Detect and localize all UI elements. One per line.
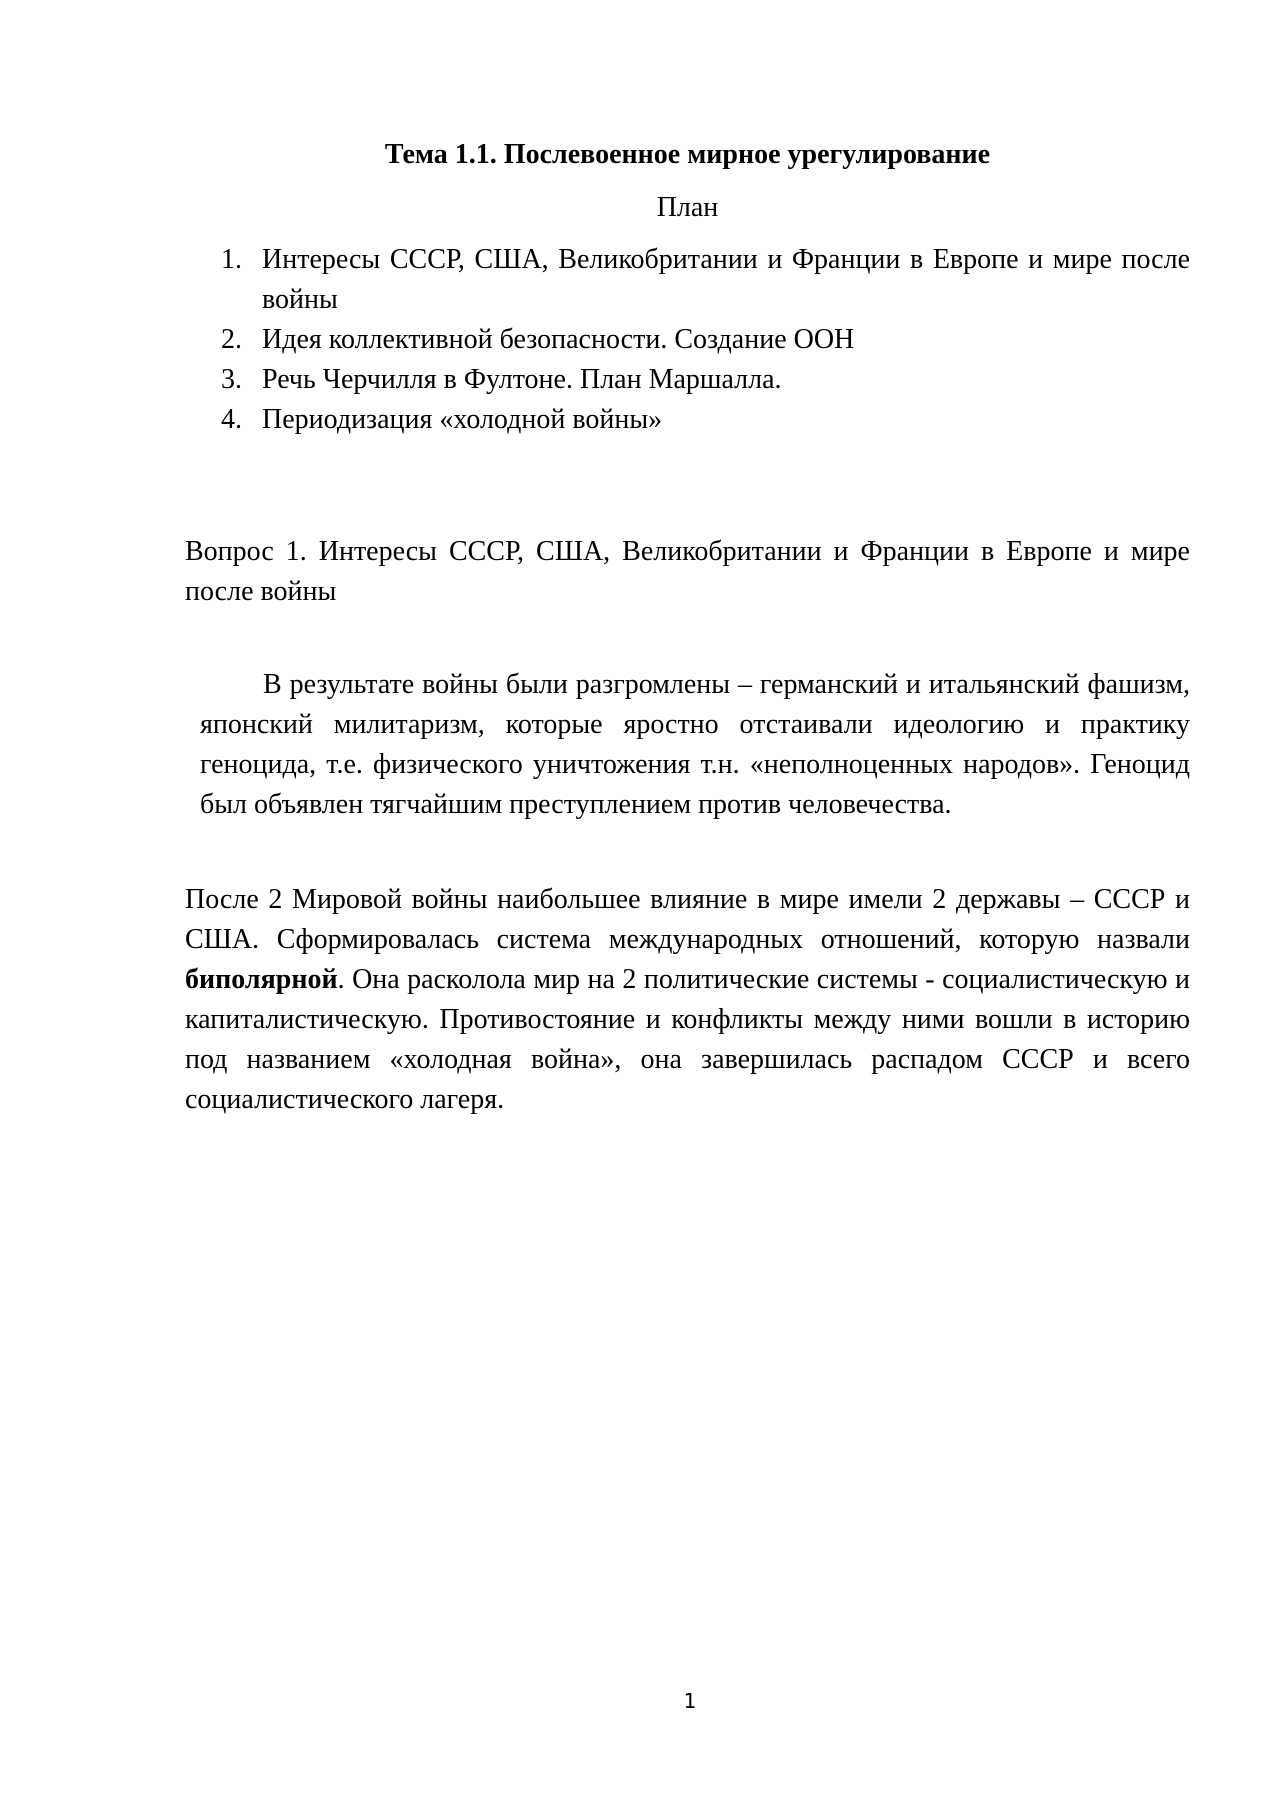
plan-heading: План <box>656 192 719 223</box>
paragraph-text: . Она расколола мир на 2 политические системы - социалистическую и капиталистическую. Противостояние и конфликты между ними вошли в историю под названием «холодная война», она завершилась распадом СССР и всего социалистического лагеря. <box>185 964 1190 1115</box>
paragraph-text: После 2 Мировой войны наибольшее влияние в мире имели 2 державы – СССР и США. Сформировалась система международных отношений, которую назвали <box>185 884 1190 955</box>
plan-item-number: 1. <box>221 244 242 275</box>
plan-list-item <box>215 240 1190 320</box>
body-paragraph-2 <box>185 880 1190 1120</box>
body-paragraph-1: В результате войны были разгромлены – германский и итальянский фашизм, японский милитаризм, которые яростно отстаивали идеологию и практику геноцида, т.е. физического уничтожения т.н. «неполноценных народов». Геноцид был объявлен тягчайшим преступлением против человечества. <box>200 669 1190 820</box>
plan-item-number: 3. <box>221 364 242 395</box>
bold-term: биполярной <box>185 964 338 995</box>
page-title: Тема 1.1. Послевоенное мирное урегулирование <box>384 139 991 170</box>
question-heading: Вопрос 1. Интересы СССР, США, Великобритании и Франции в Европе и мире после войны <box>185 536 1190 607</box>
plan-item-text: Идея коллективной безопасности. Создание ООН <box>262 324 855 355</box>
plan-list-item <box>215 320 1190 360</box>
plan-item-number: 2. <box>221 324 242 355</box>
plan-item-text: Речь Черчилля в Фултоне. План Маршалла. <box>262 364 782 395</box>
plan-item-number: 4. <box>221 404 242 435</box>
plan-list <box>215 240 1190 440</box>
plan-item-text: Интересы СССР, США, Великобритании и Франции в Европе и мире после войны <box>262 244 1190 315</box>
page-number: 1 <box>683 1689 697 1713</box>
plan-list-item <box>215 360 1190 400</box>
plan-item-text: Периодизация «холодной войны» <box>262 404 663 435</box>
plan-list-item <box>215 400 1190 440</box>
